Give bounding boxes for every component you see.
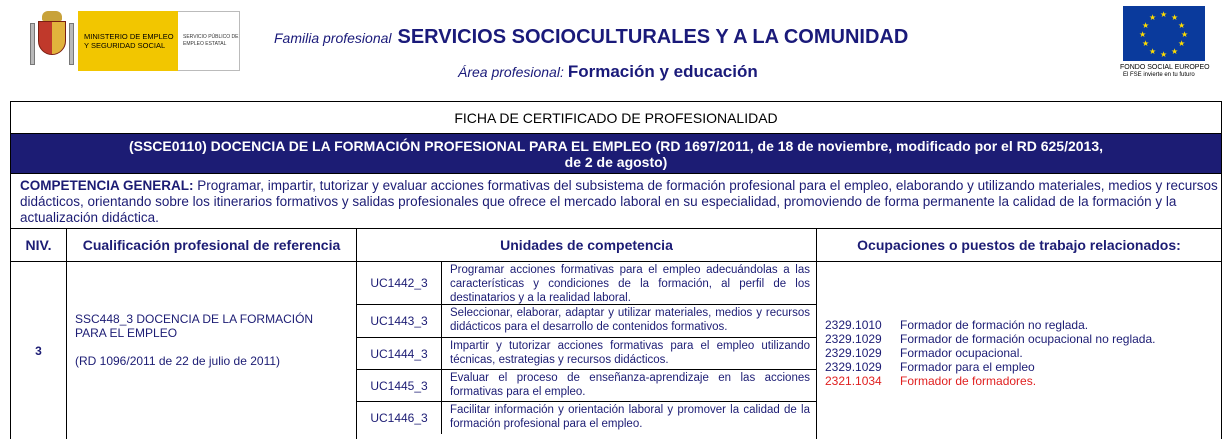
cualificacion-cell (67, 262, 357, 439)
area-profesional (458, 62, 758, 82)
occupation-code: 2329.1029 (825, 332, 882, 346)
nivel-cell: 3 (11, 262, 67, 439)
certificate-code-line1: (SSCE0110) DOCENCIA DE LA FORMACIÓN PROFESIONAL PARA EL EMPLEO (RD 1697/2011, de 18 de noviembre, modificado por el RD 625/2013, (128, 138, 1104, 154)
unit-row (357, 338, 817, 370)
occupation-code: 2321.1034 (825, 374, 882, 388)
cualificacion-rd: (RD 1096/2011 de 22 de julio de 2011) (75, 354, 281, 368)
unit-row (357, 305, 817, 338)
eu-logo (1120, 6, 1226, 86)
page-header (0, 0, 1226, 100)
ministry-name: MINISTERIO DE EMPLEO Y SEGURIDAD SOCIAL (84, 32, 174, 50)
unit-row (357, 262, 817, 305)
unit-row (357, 402, 817, 434)
certificate-code-line2: de 2 de agosto) (564, 154, 668, 170)
eu-tagline: El FSE invierte en tu futuro (1123, 72, 1195, 78)
cualificacion-title: SSC448_3 DOCENCIA DE LA FORMACIÓN PARA EL EMPLEO (75, 312, 314, 340)
unidades-cell (357, 262, 817, 439)
unit-desc: Evaluar el proceso de enseñanza-aprendizaje en las acciones formativas para el empleo. (450, 372, 810, 398)
familia-profesional (274, 26, 908, 49)
competencia-general (11, 174, 1221, 229)
occupation-item (825, 374, 1221, 388)
occupation-code: 2329.1010 (825, 318, 882, 332)
unit-desc: Programar acciones formativas para el empleo adecuándolas a las características y condiciones de la formación, al perfil de los destinatarios y a la realidad laboral. (450, 264, 810, 304)
unit-desc: Seleccionar, elaborar, adaptar y utilizar materiales, medios y recursos didácticos para el desarrollo de contenidos formativos. (450, 307, 810, 333)
header-unidades: Unidades de competencia (357, 229, 817, 261)
unit-desc: Impartir y tutorizar acciones formativas para el empleo utilizando técnicas, estrategias y recursos didácticos. (450, 340, 810, 366)
occupation-item (825, 360, 1221, 374)
ministry-logo (30, 7, 245, 75)
area-label: Área profesional: (458, 64, 564, 80)
certificate-table (10, 101, 1222, 439)
unit-code: UC1445_3 (357, 370, 442, 401)
unit-code: UC1443_3 (357, 305, 442, 337)
occupation-code: 2329.1029 (825, 360, 882, 374)
area-value: Formación y educación (567, 62, 758, 81)
competencia-text: Programar, impartir, tutorizar y evaluar acciones formativas del subsistema de formación profesional para el empleo, elaborando y utilizando materiales, medios y recursos didácticos, orientando sobre los itinerarios formativos y salidas profesionales que ofrece el mercado laboral en su especialidad, promoviendo de forma permanente la calidad de la formación y la actualización didáctica. (20, 178, 1218, 225)
ficha-title: FICHA DE CERTIFICADO DE PROFESIONALIDAD (11, 102, 1221, 134)
familia-label: Familia profesional (274, 30, 392, 46)
coat-of-arms-icon (30, 11, 74, 71)
unit-code: UC1442_3 (357, 262, 442, 304)
header-ocupaciones: Ocupaciones o puestos de trabajo relacionados: (857, 237, 1181, 253)
occupation-name: Formador para el empleo (900, 360, 1035, 374)
unit-code: UC1446_3 (357, 402, 442, 434)
ministry-subname: SERVICIO PÚBLICO DE EMPLEO ESTATAL (178, 11, 240, 71)
ministry-name-block (78, 11, 178, 71)
occupation-code: 2329.1029 (825, 346, 882, 360)
eu-fund-name: FONDO SOCIAL EUROPEO (1120, 64, 1210, 71)
table-row (11, 262, 1221, 439)
header-niv: NIV. (11, 229, 67, 261)
competencia-label: COMPETENCIA GENERAL: (20, 178, 194, 193)
eu-flag-icon: ★ ★ ★ ★ ★ ★ ★ ★ ★ ★ ★ ★ (1123, 6, 1205, 61)
header-cualificacion: Cualificación profesional de referencia (67, 229, 357, 261)
ocupaciones-cell (817, 262, 1221, 439)
occupation-name: Formador de formación ocupacional no reglada. (900, 332, 1156, 346)
occupation-name: Formador de formación no reglada. (900, 318, 1089, 332)
unit-desc: Facilitar información y orientación laboral y promover la calidad de la formación profesional para el empleo. (450, 404, 810, 430)
occupation-item (825, 332, 1221, 346)
table-header-row (11, 229, 1221, 262)
occupation-item (825, 318, 1221, 332)
unit-code: UC1444_3 (357, 338, 442, 369)
occupation-name: Formador de formadores. (900, 374, 1037, 388)
certificate-code-banner (11, 134, 1221, 174)
occupation-item (825, 346, 1221, 360)
familia-value: SERVICIOS SOCIOCULTURALES Y A LA COMUNIDAD (397, 26, 909, 48)
occupation-name: Formador ocupacional. (900, 346, 1023, 360)
unit-row (357, 370, 817, 402)
